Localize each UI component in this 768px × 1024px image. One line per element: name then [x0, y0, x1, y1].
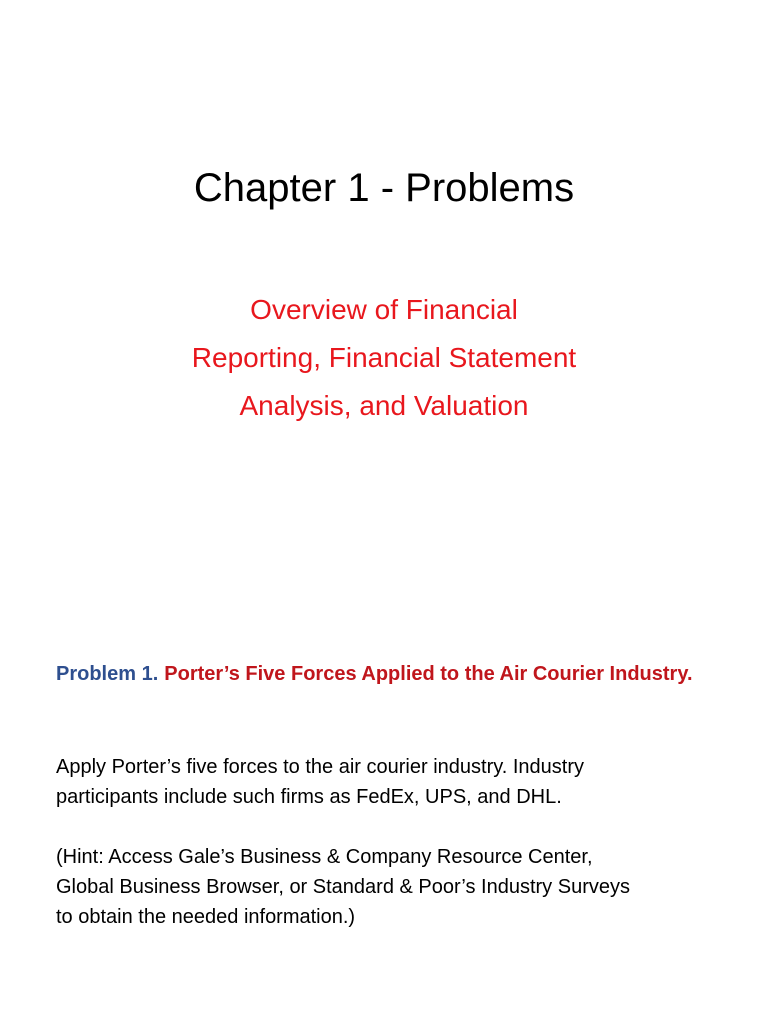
paragraph-line: to obtain the needed information.): [56, 906, 356, 928]
problem-number: Problem 1.: [56, 663, 159, 685]
subtitle-line: Analysis, and Valuation: [239, 390, 529, 421]
chapter-title: Chapter 1 - Problems: [193, 166, 575, 210]
paragraph-line: participants include such firms as FedEx, UPS, and DHL.: [56, 786, 562, 808]
hint-paragraph: [56, 842, 736, 932]
problem-paragraph: [56, 752, 736, 812]
paragraph-line: Global Business Browser, or Standard & Poor’s Industry Surveys: [56, 876, 630, 898]
paragraph-line: Apply Porter’s five forces to the air courier industry. Industry: [56, 756, 584, 778]
subtitle-line: Overview of Financial: [250, 294, 518, 325]
chapter-subtitle: [0, 286, 768, 430]
problem-heading: [56, 659, 716, 689]
problem-title: Porter’s Five Forces Applied to the Air Courier Industry.: [164, 663, 693, 685]
problem-slide: [0, 512, 768, 1024]
subtitle-line: Reporting, Financial Statement: [191, 342, 577, 373]
paragraph-line: (Hint: Access Gale’s Business & Company Resource Center,: [56, 846, 593, 868]
